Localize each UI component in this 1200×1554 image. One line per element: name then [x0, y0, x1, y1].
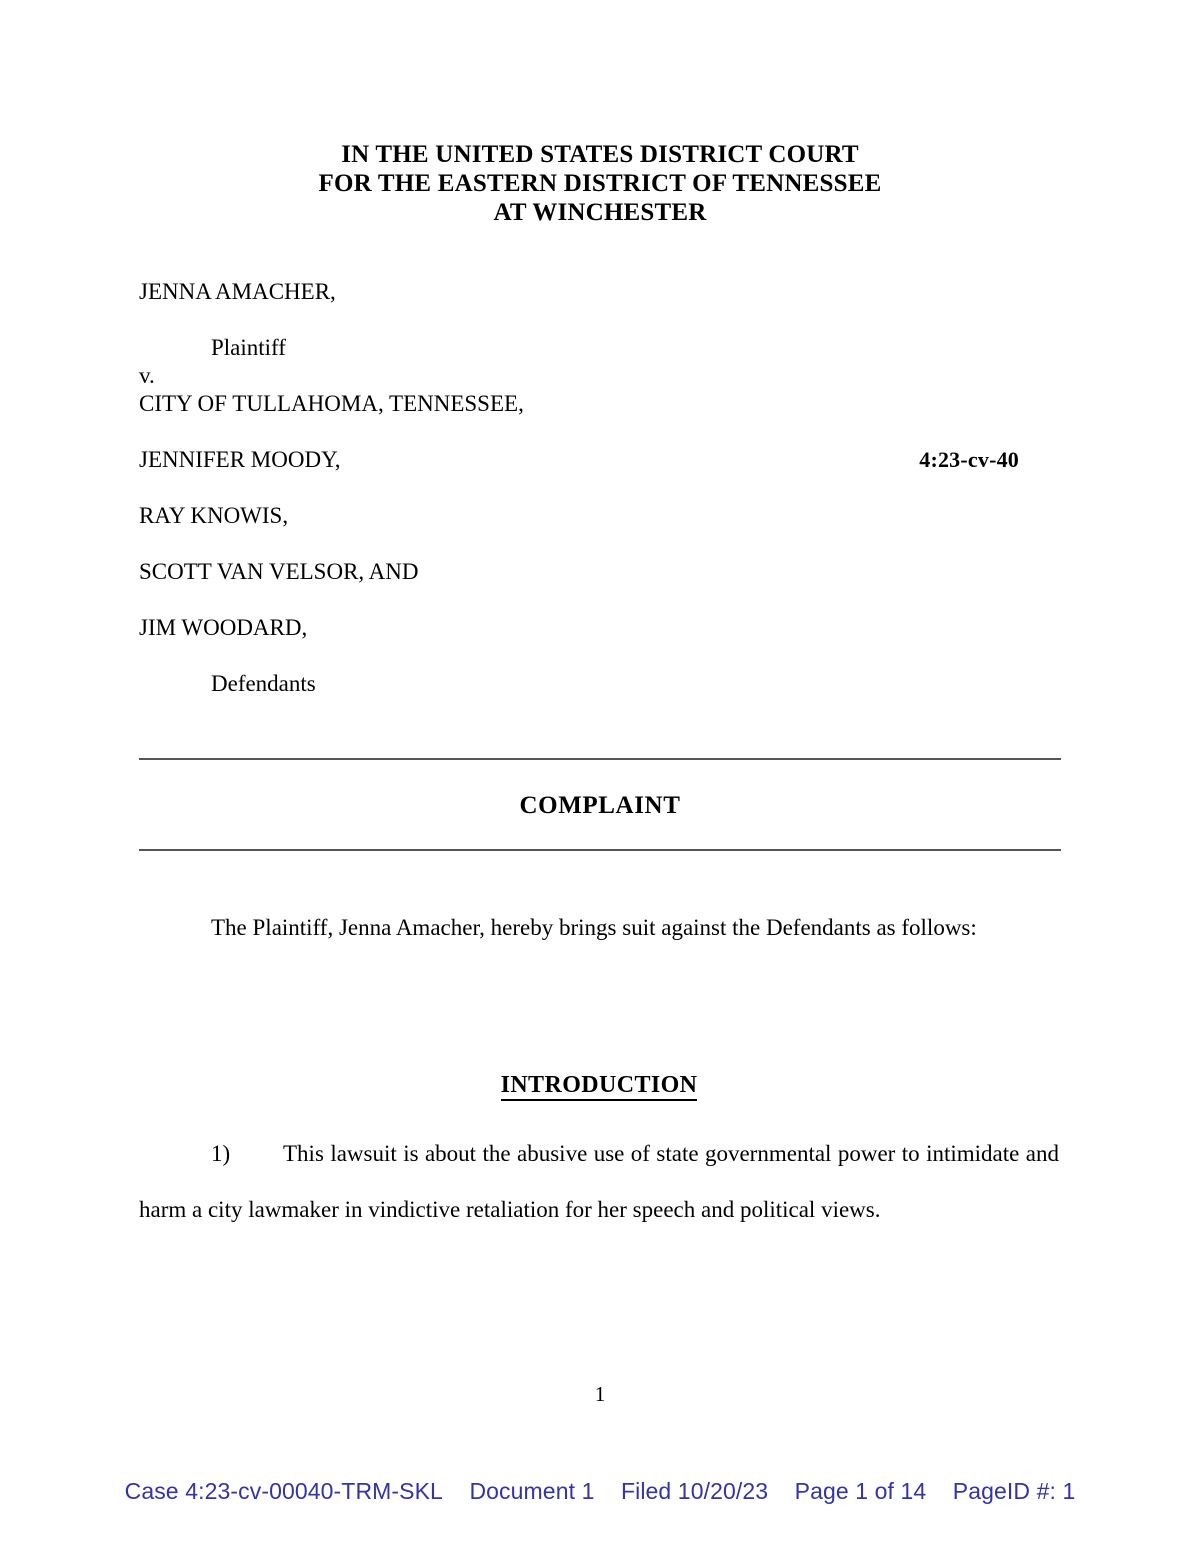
- caption-row-plaintiff: [139, 278, 1061, 334]
- ecf-case-number: Case 4:23-cv-00040-TRM-SKL: [124, 1478, 443, 1504]
- defendant-name-ray-knowis: RAY KNOWIS,: [139, 503, 289, 528]
- ecf-footer-stamp: [0, 1478, 1200, 1505]
- case-number: 4:23-cv-40: [919, 447, 1019, 472]
- intro-paragraph: [139, 900, 1059, 956]
- caption-row-defendant-3: [139, 502, 1061, 558]
- court-header-line-2: FOR THE EASTERN DISTRICT OF TENNESSEE: [318, 170, 882, 197]
- caption-row-defendant-5: [139, 614, 1061, 670]
- defendant-name-scott-van-velsor: SCOTT VAN VELSOR, AND: [139, 559, 419, 584]
- plaintiff-role-label: Plaintiff: [211, 335, 286, 360]
- plaintiff-name: JENNA AMACHER,: [139, 279, 336, 304]
- defendant-name-jim-woodard: JIM WOODARD,: [139, 615, 308, 640]
- caption-row-defendants-role: [139, 670, 1061, 726]
- versus-label: v.: [139, 363, 155, 388]
- section-heading-label: INTRODUCTION: [501, 1072, 698, 1101]
- court-header-line-3: AT WINCHESTER: [493, 199, 707, 226]
- court-header-line-1: IN THE UNITED STATES DISTRICT COURT: [341, 141, 859, 168]
- caption-row-defendant-2: [139, 446, 1061, 502]
- defendants-role-label: Defendants: [211, 671, 316, 696]
- intro-paragraph-text: The Plaintiff, Jenna Amacher, hereby brings suit against the Defendants as follows:: [211, 915, 977, 940]
- defendant-name-city-of-tullahoma: CITY OF TULLAHOMA, TENNESSEE,: [139, 391, 524, 416]
- ecf-document-number: Document 1: [469, 1478, 595, 1504]
- ecf-filed-date: Filed 10/20/23: [620, 1478, 769, 1504]
- case-caption: [139, 278, 1061, 726]
- caption-row-defendant-4: [139, 558, 1061, 614]
- paragraph-1: [139, 1126, 1059, 1238]
- caption-row-defendant-1: [139, 390, 1061, 446]
- paragraph-1-number: 1): [211, 1141, 231, 1166]
- section-heading-introduction: [139, 1072, 1059, 1099]
- document-title: COMPLAINT: [519, 792, 681, 819]
- paragraph-1-text: This lawsuit is about the abusive use of state governmental power to intimidate and harm a city lawmaker in vindictive retaliation for her speech and political views.: [139, 1141, 1059, 1222]
- ecf-page-id: PageID #: 1: [952, 1478, 1076, 1504]
- page-number: 1: [594, 1382, 606, 1406]
- caption-divider-top: [139, 758, 1061, 760]
- ecf-page-count: Page 1 of 14: [794, 1478, 927, 1504]
- court-header: [139, 140, 1061, 227]
- caption-row-plaintiff-role: [139, 334, 1061, 390]
- defendant-name-jennifer-moody: JENNIFER MOODY,: [139, 447, 341, 472]
- caption-divider-bottom: [139, 849, 1061, 851]
